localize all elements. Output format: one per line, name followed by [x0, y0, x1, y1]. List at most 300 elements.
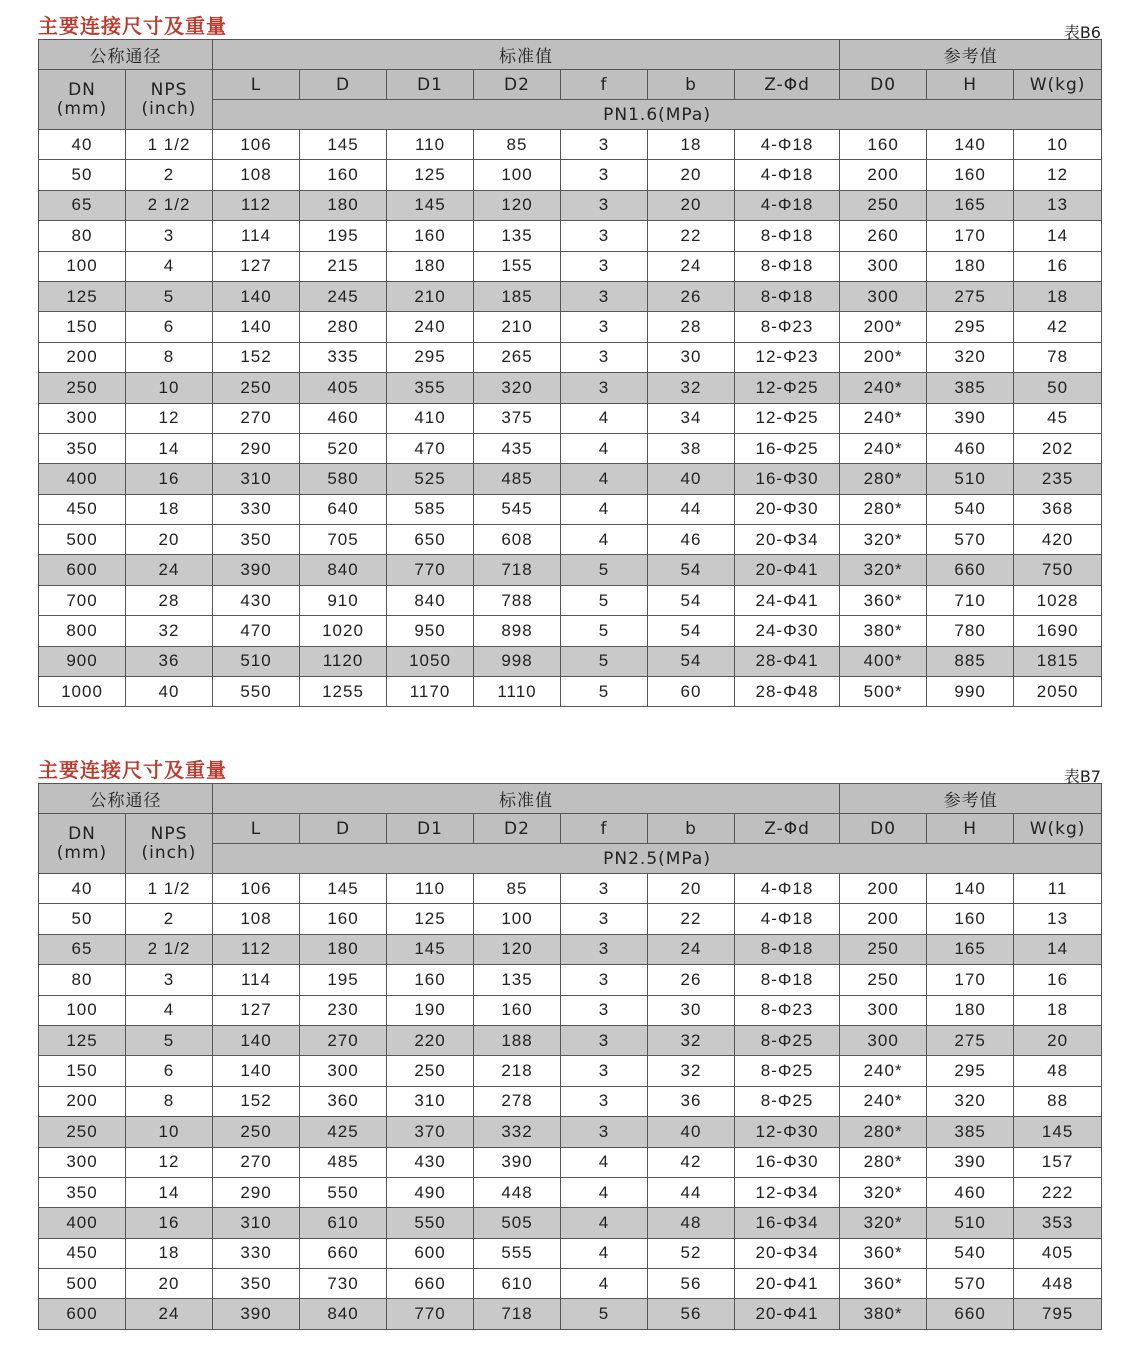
table-cell: 353: [1014, 1208, 1102, 1238]
table-cell: 770: [387, 1299, 474, 1329]
table-cell: 350: [39, 1177, 126, 1207]
table-cell: 100: [39, 995, 126, 1025]
table-cell: 330: [213, 494, 300, 524]
table-cell: 22: [648, 904, 735, 934]
table-cell: 106: [213, 874, 300, 904]
table-cell: 660: [927, 1299, 1014, 1329]
table-cell: 140: [213, 281, 300, 311]
table-cell: 10: [126, 373, 213, 403]
table-cell: 125: [39, 1025, 126, 1055]
table-cell: 840: [300, 1299, 387, 1329]
table-cell: 18: [1014, 281, 1102, 311]
table-cell: 5: [561, 616, 648, 646]
table-cell: 600: [39, 1299, 126, 1329]
table-cell: 380*: [840, 1299, 927, 1329]
table-cell: 56: [648, 1299, 735, 1329]
table-cell: 45: [1014, 403, 1102, 433]
table-cell: 898: [474, 616, 561, 646]
table-label: 表B7: [1063, 767, 1101, 786]
table-cell: 160: [474, 995, 561, 1025]
table-cell: 5: [561, 555, 648, 585]
table-cell: 4: [561, 525, 648, 555]
dimension-table-b6: [38, 39, 1102, 707]
table-cell: 44: [648, 494, 735, 524]
table-cell: 730: [300, 1269, 387, 1299]
table-cell: 990: [927, 677, 1014, 707]
table-cell: 3: [561, 221, 648, 251]
table-cell: 300: [840, 251, 927, 281]
table-cell: 180: [387, 251, 474, 281]
table-cell: 42: [648, 1147, 735, 1177]
table-cell: 88: [1014, 1086, 1102, 1116]
table-cell: 60: [648, 677, 735, 707]
table-cell: 54: [648, 585, 735, 615]
column-header: D: [300, 70, 387, 100]
table-cell: 28-Φ41: [735, 646, 840, 676]
table-cell: 510: [927, 464, 1014, 494]
table-cell: 160: [927, 904, 1014, 934]
column-header: Z-Φd: [735, 70, 840, 100]
table-cell: 140: [213, 312, 300, 342]
table-cell: 300: [840, 281, 927, 311]
table-cell: 125: [39, 281, 126, 311]
table-cell: 200: [39, 1086, 126, 1116]
table-b7-title-row: [38, 752, 1101, 786]
table-cell: 202: [1014, 433, 1102, 463]
table-cell: 48: [1014, 1056, 1102, 1086]
table-cell: 240*: [840, 1086, 927, 1116]
dn-header: [39, 70, 126, 130]
table-cell: 32: [126, 616, 213, 646]
table-cell: 18: [1014, 995, 1102, 1025]
table-cell: 40: [648, 464, 735, 494]
table-cell: 390: [927, 403, 1014, 433]
table-cell: 3: [561, 281, 648, 311]
table-cell: 280*: [840, 494, 927, 524]
column-header: D2: [474, 70, 561, 100]
table-cell: 608: [474, 525, 561, 555]
table-cell: 2 1/2: [126, 190, 213, 220]
table-cell: 505: [474, 1208, 561, 1238]
nps-header: [126, 814, 213, 874]
table-cell: 840: [387, 585, 474, 615]
table-cell: 5: [561, 646, 648, 676]
table-cell: 300: [840, 1025, 927, 1055]
table-cell: 8-Φ18: [735, 251, 840, 281]
table-cell: 20-Φ34: [735, 1238, 840, 1268]
table-cell: 20-Φ30: [735, 494, 840, 524]
table-cell: 140: [213, 1056, 300, 1086]
column-header: b: [648, 814, 735, 844]
table-cell: 13: [1014, 904, 1102, 934]
table-cell: 490: [387, 1177, 474, 1207]
table-cell: 290: [213, 1177, 300, 1207]
table-cell: 385: [927, 373, 1014, 403]
table-cell: 330: [213, 1238, 300, 1268]
table-cell: 718: [474, 555, 561, 585]
column-header: b: [648, 70, 735, 100]
table-cell: 750: [1014, 555, 1102, 585]
table-cell: 200: [39, 342, 126, 372]
table-cell: 152: [213, 1086, 300, 1116]
table-cell: 65: [39, 190, 126, 220]
table-cell: 6: [126, 1056, 213, 1086]
table-cell: 20: [648, 160, 735, 190]
nps-header: [126, 70, 213, 130]
column-header: D0: [840, 814, 927, 844]
table-cell: 250: [39, 373, 126, 403]
table-cell: 280*: [840, 1117, 927, 1147]
table-cell: 200: [840, 160, 927, 190]
table-cell: 300: [39, 403, 126, 433]
group-header-reference: 参考值: [840, 784, 1102, 814]
table-cell: 54: [648, 646, 735, 676]
table-cell: 585: [387, 494, 474, 524]
table-cell: 135: [474, 965, 561, 995]
table-cell: 12-Φ34: [735, 1177, 840, 1207]
table-cell: 460: [927, 433, 1014, 463]
table-cell: 350: [213, 1269, 300, 1299]
table-cell: 24: [648, 251, 735, 281]
table-cell: 127: [213, 251, 300, 281]
table-cell: 110: [387, 130, 474, 160]
table-cell: 50: [39, 160, 126, 190]
table-cell: 200*: [840, 312, 927, 342]
table-cell: 20: [1014, 1025, 1102, 1055]
table-cell: 788: [474, 585, 561, 615]
table-cell: 8-Φ23: [735, 995, 840, 1025]
table-cell: 250: [213, 373, 300, 403]
table-cell: 3: [561, 160, 648, 190]
table-cell: 295: [927, 312, 1014, 342]
table-cell: 16: [1014, 251, 1102, 281]
table-cell: 300: [39, 1147, 126, 1177]
table-cell: 200*: [840, 342, 927, 372]
table-cell: 24: [648, 934, 735, 964]
table-cell: 28: [126, 585, 213, 615]
table-cell: 180: [927, 995, 1014, 1025]
table-cell: 160: [387, 965, 474, 995]
table-cell: 5: [561, 1299, 648, 1329]
table-cell: 4-Φ18: [735, 160, 840, 190]
table-cell: 48: [648, 1208, 735, 1238]
table-cell: 8-Φ18: [735, 281, 840, 311]
table-cell: 1170: [387, 677, 474, 707]
table-row: [39, 934, 1102, 964]
table-row: [39, 281, 1102, 311]
table-cell: 56: [648, 1269, 735, 1299]
table-body: [39, 874, 1102, 1330]
table-cell: 610: [474, 1269, 561, 1299]
table-cell: 278: [474, 1086, 561, 1116]
table-cell: 4: [561, 1208, 648, 1238]
table-cell: 18: [126, 1238, 213, 1268]
table-row: [39, 312, 1102, 342]
table-cell: 32: [648, 373, 735, 403]
table-cell: 40: [648, 1117, 735, 1147]
table-cell: 550: [213, 677, 300, 707]
table-cell: 3: [561, 874, 648, 904]
table-label: 表B6: [1063, 23, 1101, 42]
table-cell: 145: [300, 130, 387, 160]
table-cell: 3: [561, 342, 648, 372]
table-cell: 420: [1014, 525, 1102, 555]
table-cell: 3: [561, 251, 648, 281]
column-header: D: [300, 814, 387, 844]
table-cell: 250: [213, 1117, 300, 1147]
table-row: [39, 1269, 1102, 1299]
table-cell: 410: [387, 403, 474, 433]
table-cell: 36: [648, 1086, 735, 1116]
table-cell: 30: [648, 342, 735, 372]
table-row: [39, 1177, 1102, 1207]
column-header: D1: [387, 814, 474, 844]
table-cell: 44: [648, 1177, 735, 1207]
table-cell: 165: [927, 190, 1014, 220]
table-cell: 300: [840, 995, 927, 1025]
table-cell: 280*: [840, 464, 927, 494]
table-cell: 4-Φ18: [735, 190, 840, 220]
table-cell: 280: [300, 312, 387, 342]
nps-header-unit: (inch): [141, 842, 197, 863]
table-cell: 4: [561, 403, 648, 433]
table-cell: 555: [474, 1238, 561, 1268]
table-cell: 310: [213, 1208, 300, 1238]
table-cell: 770: [387, 555, 474, 585]
table-cell: 20-Φ34: [735, 525, 840, 555]
table-cell: 140: [213, 1025, 300, 1055]
table-cell: 332: [474, 1117, 561, 1147]
nps-header-name: NPS: [150, 79, 188, 100]
table-cell: 2 1/2: [126, 934, 213, 964]
table-cell: 385: [927, 1117, 1014, 1147]
table-cell: 270: [213, 403, 300, 433]
table-cell: 14: [126, 433, 213, 463]
table-cell: 8-Φ25: [735, 1025, 840, 1055]
table-cell: 250: [840, 934, 927, 964]
table-row: [39, 130, 1102, 160]
table-cell: 4: [126, 995, 213, 1025]
table-cell: 85: [474, 874, 561, 904]
table-cell: 295: [387, 342, 474, 372]
table-cell: 114: [213, 221, 300, 251]
dn-header: [39, 814, 126, 874]
table-cell: 390: [213, 555, 300, 585]
table-cell: 350: [213, 525, 300, 555]
table-cell: 8: [126, 342, 213, 372]
table-row: [39, 403, 1102, 433]
table-cell: 4-Φ18: [735, 130, 840, 160]
table-cell: 795: [1014, 1299, 1102, 1329]
table-cell: 40: [39, 874, 126, 904]
table-cell: 24-Φ41: [735, 585, 840, 615]
column-header: D1: [387, 70, 474, 100]
group-header-standard: 标准值: [213, 40, 840, 70]
table-cell: 368: [1014, 494, 1102, 524]
pressure-header: PN1.6(MPa): [213, 100, 1102, 130]
column-header: D2: [474, 814, 561, 844]
table-cell: 718: [474, 1299, 561, 1329]
table-cell: 46: [648, 525, 735, 555]
table-cell: 350: [39, 433, 126, 463]
table-cell: 16: [1014, 965, 1102, 995]
table-cell: 950: [387, 616, 474, 646]
table-cell: 3: [126, 965, 213, 995]
table-cell: 290: [213, 433, 300, 463]
table-cell: 28: [648, 312, 735, 342]
table-cell: 275: [927, 1025, 1014, 1055]
table-cell: 8-Φ18: [735, 221, 840, 251]
table-cell: 160: [387, 221, 474, 251]
table-cell: 470: [387, 433, 474, 463]
table-cell: 160: [300, 904, 387, 934]
table-cell: 12: [126, 403, 213, 433]
table-cell: 3: [561, 130, 648, 160]
table-cell: 8-Φ18: [735, 934, 840, 964]
table-cell: 145: [1014, 1117, 1102, 1147]
table-cell: 510: [213, 646, 300, 676]
table-cell: 140: [927, 130, 1014, 160]
table-cell: 570: [927, 525, 1014, 555]
table-cell: 180: [300, 934, 387, 964]
table-cell: 650: [387, 525, 474, 555]
table-cell: 14: [1014, 221, 1102, 251]
table-cell: 200: [840, 904, 927, 934]
table-cell: 240*: [840, 433, 927, 463]
table-cell: 510: [927, 1208, 1014, 1238]
table-cell: 640: [300, 494, 387, 524]
table-cell: 14: [126, 1177, 213, 1207]
table-cell: 18: [126, 494, 213, 524]
table-cell: 38: [648, 433, 735, 463]
table-cell: 335: [300, 342, 387, 372]
table-cell: 106: [213, 130, 300, 160]
table-cell: 500: [39, 1269, 126, 1299]
table-cell: 42: [1014, 312, 1102, 342]
table-cell: 2: [126, 904, 213, 934]
table-cell: 8: [126, 1086, 213, 1116]
group-header-nominal: 公称通径: [39, 784, 213, 814]
table-cell: 16-Φ25: [735, 433, 840, 463]
table-cell: 16-Φ30: [735, 464, 840, 494]
table-cell: 80: [39, 221, 126, 251]
table-cell: 112: [213, 934, 300, 964]
table-cell: 230: [300, 995, 387, 1025]
table-cell: 16-Φ30: [735, 1147, 840, 1177]
table-cell: 2: [126, 160, 213, 190]
table-cell: 1028: [1014, 585, 1102, 615]
section-title: 主要连接尺寸及重量: [38, 758, 227, 782]
table-row: [39, 221, 1102, 251]
table-row: [39, 1208, 1102, 1238]
table-row: [39, 677, 1102, 707]
dn-header-unit: (mm): [56, 842, 108, 863]
table-cell: 210: [474, 312, 561, 342]
table-cell: 28-Φ48: [735, 677, 840, 707]
table-cell: 260: [840, 221, 927, 251]
table-cell: 5: [561, 585, 648, 615]
table-cell: 20: [126, 525, 213, 555]
table-cell: 660: [387, 1269, 474, 1299]
table-cell: 145: [387, 190, 474, 220]
table-cell: 1 1/2: [126, 874, 213, 904]
table-cell: 3: [561, 190, 648, 220]
table-cell: 250: [840, 190, 927, 220]
table-cell: 998: [474, 646, 561, 676]
table-b6-block: [38, 8, 1101, 707]
table-cell: 210: [387, 281, 474, 311]
table-cell: 270: [213, 1147, 300, 1177]
table-cell: 65: [39, 934, 126, 964]
table-cell: 570: [927, 1269, 1014, 1299]
table-cell: 1 1/2: [126, 130, 213, 160]
table-cell: 200: [840, 874, 927, 904]
table-cell: 500*: [840, 677, 927, 707]
table-cell: 320*: [840, 1208, 927, 1238]
table-cell: 4: [561, 1238, 648, 1268]
table-cell: 250: [39, 1117, 126, 1147]
table-row: [39, 904, 1102, 934]
table-cell: 150: [39, 1056, 126, 1086]
table-row: [39, 874, 1102, 904]
table-cell: 4: [561, 1147, 648, 1177]
table-cell: 485: [300, 1147, 387, 1177]
pressure-header: PN2.5(MPa): [213, 844, 1102, 874]
table-cell: 3: [561, 995, 648, 1025]
table-cell: 1000: [39, 677, 126, 707]
table-cell: 16-Φ34: [735, 1208, 840, 1238]
group-header-nominal: 公称通径: [39, 40, 213, 70]
table-cell: 195: [300, 965, 387, 995]
table-row: [39, 585, 1102, 615]
table-cell: 157: [1014, 1147, 1102, 1177]
table-cell: 12-Φ30: [735, 1117, 840, 1147]
table-cell: 240*: [840, 373, 927, 403]
table-cell: 430: [213, 585, 300, 615]
table-cell: 40: [126, 677, 213, 707]
table-cell: 54: [648, 616, 735, 646]
table-cell: 180: [927, 251, 1014, 281]
table-cell: 100: [39, 251, 126, 281]
nps-header-name: NPS: [150, 823, 188, 844]
table-row: [39, 525, 1102, 555]
table-row: [39, 1147, 1102, 1177]
table-cell: 3: [561, 904, 648, 934]
table-cell: 215: [300, 251, 387, 281]
table-row: [39, 160, 1102, 190]
table-row: [39, 190, 1102, 220]
table-cell: 12: [126, 1147, 213, 1177]
column-header: Z-Φd: [735, 814, 840, 844]
table-cell: 3: [561, 934, 648, 964]
table-cell: 222: [1014, 1177, 1102, 1207]
table-cell: 12-Φ23: [735, 342, 840, 372]
table-cell: 5: [126, 281, 213, 311]
table-cell: 275: [927, 281, 1014, 311]
table-row: [39, 995, 1102, 1025]
table-cell: 20-Φ41: [735, 1269, 840, 1299]
table-cell: 54: [648, 555, 735, 585]
group-header-reference: 参考值: [840, 40, 1102, 70]
table-row: [39, 1086, 1102, 1116]
section-title: 主要连接尺寸及重量: [38, 14, 227, 38]
table-cell: 112: [213, 190, 300, 220]
table-cell: 11: [1014, 874, 1102, 904]
table-cell: 460: [927, 1177, 1014, 1207]
table-cell: 160: [300, 160, 387, 190]
table-cell: 380*: [840, 616, 927, 646]
table-row: [39, 494, 1102, 524]
